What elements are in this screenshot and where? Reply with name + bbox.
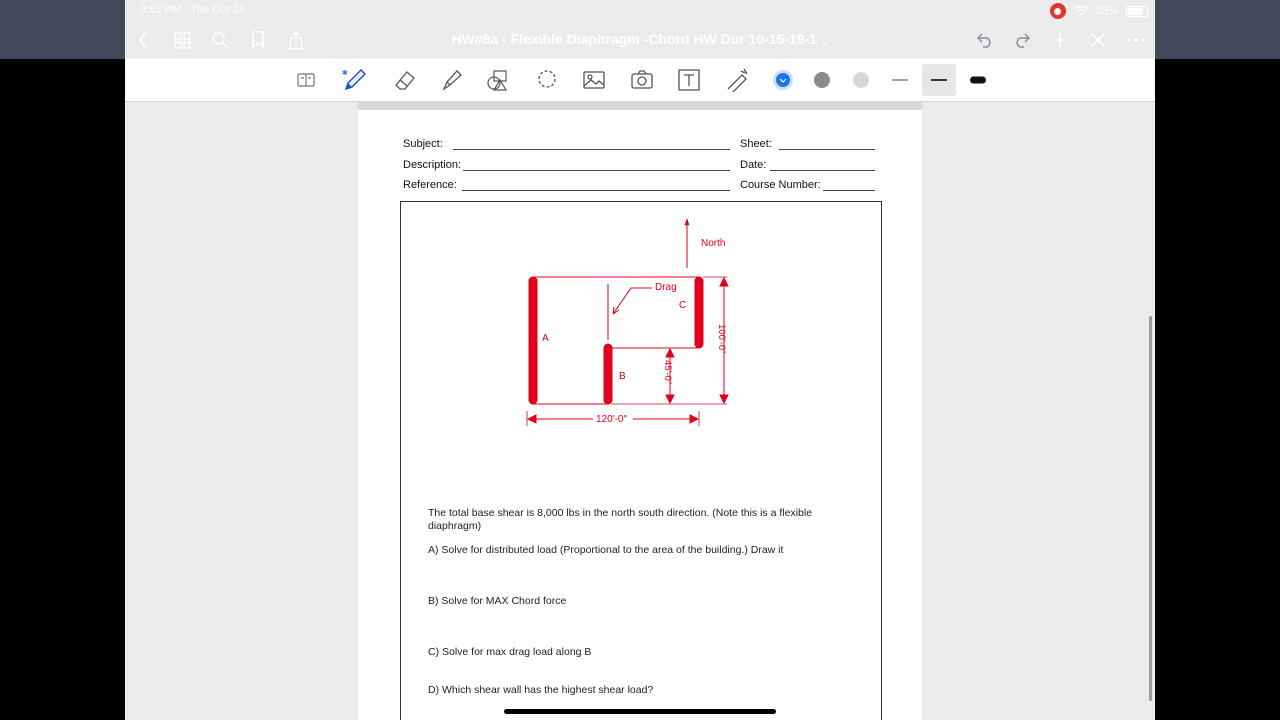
- undo-button[interactable]: [972, 27, 998, 53]
- camera-tool[interactable]: [629, 67, 655, 93]
- vertical-scrollbar[interactable]: [1149, 316, 1152, 701]
- screen-recording-icon: [1050, 3, 1066, 19]
- dim-width-label: 120'-0": [596, 414, 628, 425]
- course-number-label: Course Number:: [740, 179, 821, 191]
- color-swatch-selected-icon: [772, 69, 794, 91]
- reference-label: Reference:: [403, 179, 457, 191]
- stroke-thick-option[interactable]: [965, 67, 991, 93]
- thick-stroke-icon: [969, 76, 987, 84]
- building-outline: [532, 277, 699, 404]
- status-bar: [0, 0, 1280, 22]
- wall-a-label: A: [542, 333, 549, 344]
- course-number-line: [823, 190, 875, 191]
- color-blue-swatch[interactable]: [770, 67, 796, 93]
- chevron-down-icon: ⌄: [820, 36, 829, 46]
- read-mode-icon: [296, 71, 316, 89]
- color-gray-swatch[interactable]: [809, 67, 835, 93]
- annotation-toolbar: [125, 59, 1155, 102]
- highlighter-icon: [440, 68, 464, 92]
- shapes-tool[interactable]: [485, 67, 511, 93]
- image-icon: [582, 69, 606, 91]
- text-box-icon: [677, 68, 701, 92]
- floor-plan-diagram: [401, 202, 881, 442]
- wall-c-label: C: [679, 300, 687, 311]
- page-separator: [358, 102, 922, 110]
- date-line: [770, 170, 875, 171]
- reference-line: [462, 190, 730, 191]
- question-d: D) Which shear wall has the highest shear load?: [428, 684, 654, 696]
- more-icon: [1127, 38, 1145, 42]
- document-page: [358, 110, 922, 720]
- add-page-button[interactable]: [1047, 27, 1073, 53]
- dim-inner-label: 45'-0": [662, 360, 673, 385]
- north-label: North: [701, 238, 726, 249]
- question-b: B) Solve for MAX Chord force: [428, 595, 567, 607]
- dim-height-label: 100'-0": [716, 324, 727, 354]
- highlighter-tool[interactable]: [439, 67, 465, 93]
- navigation-row: [0, 22, 1280, 58]
- home-indicator[interactable]: [504, 709, 776, 714]
- eraser-tool[interactable]: [392, 67, 418, 93]
- pen-tool[interactable]: [342, 67, 368, 93]
- image-tool[interactable]: [581, 67, 607, 93]
- camera-icon: [630, 69, 654, 91]
- color-swatch-icon: [852, 71, 870, 89]
- status-time: 3:53 PM Thu Oct 24: [140, 4, 245, 16]
- color-swatch-icon: [813, 71, 831, 89]
- close-editing-button[interactable]: [1085, 27, 1111, 53]
- sheet-label: Sheet:: [740, 138, 772, 150]
- medium-stroke-icon: [930, 78, 948, 82]
- shear-wall-b: [604, 344, 612, 404]
- wall-b-label: B: [619, 371, 626, 382]
- subject-label: Subject:: [403, 138, 443, 150]
- text-tool[interactable]: [676, 67, 702, 93]
- problem-frame: [400, 201, 882, 720]
- undo-icon: [976, 32, 994, 48]
- stroke-medium-option[interactable]: [922, 64, 956, 96]
- color-light-gray-swatch[interactable]: [848, 67, 874, 93]
- description-line: [463, 170, 730, 171]
- question-c: C) Solve for max drag load along B: [428, 646, 592, 658]
- document-view: [125, 0, 1155, 720]
- plus-icon: [1052, 32, 1068, 48]
- north-arrowhead: [685, 219, 689, 225]
- drag-label: Drag: [655, 282, 677, 293]
- document-title[interactable]: HW#8a - Flexible Diaphragm -Chord HW Dur 10-15-19-1 ⌄: [451, 31, 829, 47]
- wifi-icon: [1074, 6, 1088, 17]
- stroke-thin-option[interactable]: [887, 67, 913, 93]
- redo-icon: [1013, 32, 1031, 48]
- battery-icon: [1126, 6, 1148, 17]
- sheet-line: [779, 149, 875, 150]
- description-label: Description:: [403, 159, 462, 171]
- problem-statement: The total base shear is 8,000 lbs in the north south direction. (Note this is a flexible diaphragm): [428, 507, 813, 532]
- subject-line: [453, 149, 730, 150]
- question-a: A) Solve for distributed load (Proportional to the area of the building.) Draw it: [428, 544, 784, 556]
- eraser-icon: [393, 68, 417, 92]
- thin-stroke-icon: [891, 78, 909, 82]
- lasso-keyboard-tool[interactable]: [293, 67, 319, 93]
- date-label: Date:: [740, 159, 767, 171]
- lasso-tool[interactable]: [534, 67, 560, 93]
- pen-close-icon: [1090, 32, 1106, 48]
- shear-wall-c: [695, 277, 703, 348]
- laser-pointer-tool[interactable]: [724, 67, 750, 93]
- shapes-icon: [486, 68, 510, 92]
- lasso-icon: [535, 68, 559, 92]
- shear-wall-a: [529, 277, 537, 404]
- laser-pointer-icon: [725, 68, 749, 92]
- more-button[interactable]: [1123, 27, 1149, 53]
- battery-percent: 85%: [1095, 5, 1118, 17]
- pen-icon: [342, 67, 368, 93]
- svg-text:✱: ✱: [342, 70, 348, 77]
- redo-button[interactable]: [1009, 27, 1035, 53]
